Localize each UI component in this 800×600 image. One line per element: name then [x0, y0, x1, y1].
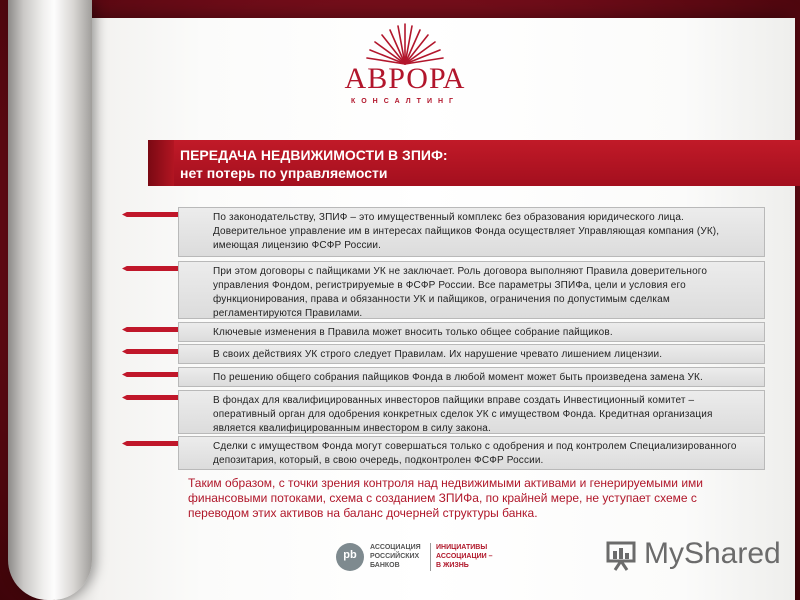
arb-logo-letters: pb: [343, 549, 357, 561]
arb-slogan-line: ИНИЦИАТИВЫ: [436, 544, 488, 551]
list-item: [178, 344, 765, 364]
arb-name: [370, 543, 421, 570]
list-item: [178, 436, 765, 470]
title-band-fold: [148, 140, 174, 186]
arb-slogan-line: АССОЦИАЦИИ –: [436, 553, 493, 560]
list-item: [178, 261, 765, 319]
list-item-text: При этом договоры с пайщиками УК не заключает. Роль договора выполняют Правила доверительного управления Фондом, регистрируемые в ФСФР России. Все параметры ЗПИФа, цели и условия его функционирования, права и обязанности УК и пайщиков, ограничения по допустимым сделкам регламентируются Правилами.: [213, 266, 708, 319]
list-item: [178, 390, 765, 434]
arb-name-line: РОССИЙСКИХ: [370, 553, 420, 560]
logo-wordmark: АВРОРА: [344, 62, 466, 95]
summary-text: Таким образом, с точки зрения контроля над недвижимыми активами и генерируемыми ими финансовыми потоками, схема с созданием ЗПИФа, по крайней мере, не уступает схеме с переводом этих активов на баланс дочерней структуры банка.: [188, 476, 703, 520]
list-item-text: По решению общего собрания пайщиков Фонда в любой момент может быть произведена замена УК.: [213, 372, 703, 383]
avrora-logo: [330, 18, 480, 108]
scroll-roll: [8, 0, 92, 600]
arb-slogan: [436, 543, 492, 570]
list-item-text: Ключевые изменения в Правила может вносить только общее собрание пайщиков.: [213, 327, 613, 338]
list-item: [178, 367, 765, 387]
list-item-text: Сделки с имуществом Фонда могут совершаться только с одобрения и под контролем Специализированного депозитария, который, в свою очередь, подконтролен ФСФР России.: [213, 441, 737, 466]
list-item: [178, 322, 765, 342]
myshared-text: MyShared: [644, 537, 781, 570]
arb-slogan-line: В ЖИЗНЬ: [436, 562, 469, 569]
list-item-text: В фондах для квалифицированных инвесторов пайщики вправе создать Инвестиционный комитет – оперативный орган для одобрения конкретных сделок УК с имуществом Фонда. Кредитная организация является квалифицированным инвестором в силу закона.: [213, 395, 713, 434]
arb-name-line: АССОЦИАЦИЯ: [370, 544, 421, 551]
slide-title: ПЕРЕДАЧА НЕДВИЖИМОСТИ В ЗПИФ:: [180, 147, 448, 163]
footer-divider: [430, 543, 431, 571]
list-item-text: По законодательству, ЗПИФ – это имущественный комплекс без образования юридического лица. Доверительное управление им в интересах пайщиков Фонда осуществляет Управляющая компания (УК), имеющая лицензию ФСФР России.: [213, 212, 720, 251]
logo-subtitle: КОНСАЛТИНГ: [350, 98, 460, 105]
arb-logo-icon: [336, 543, 364, 571]
sunburst-icon: [330, 18, 480, 68]
slide-subtitle: нет потерь по управляемости: [180, 165, 388, 181]
arb-name-line: БАНКОВ: [370, 562, 400, 569]
presentation-board-icon: [606, 539, 640, 571]
list-item-text: В своих действиях УК строго следует Правилам. Их нарушение чревато лишением лицензии.: [213, 349, 663, 360]
list-item: [178, 207, 765, 257]
